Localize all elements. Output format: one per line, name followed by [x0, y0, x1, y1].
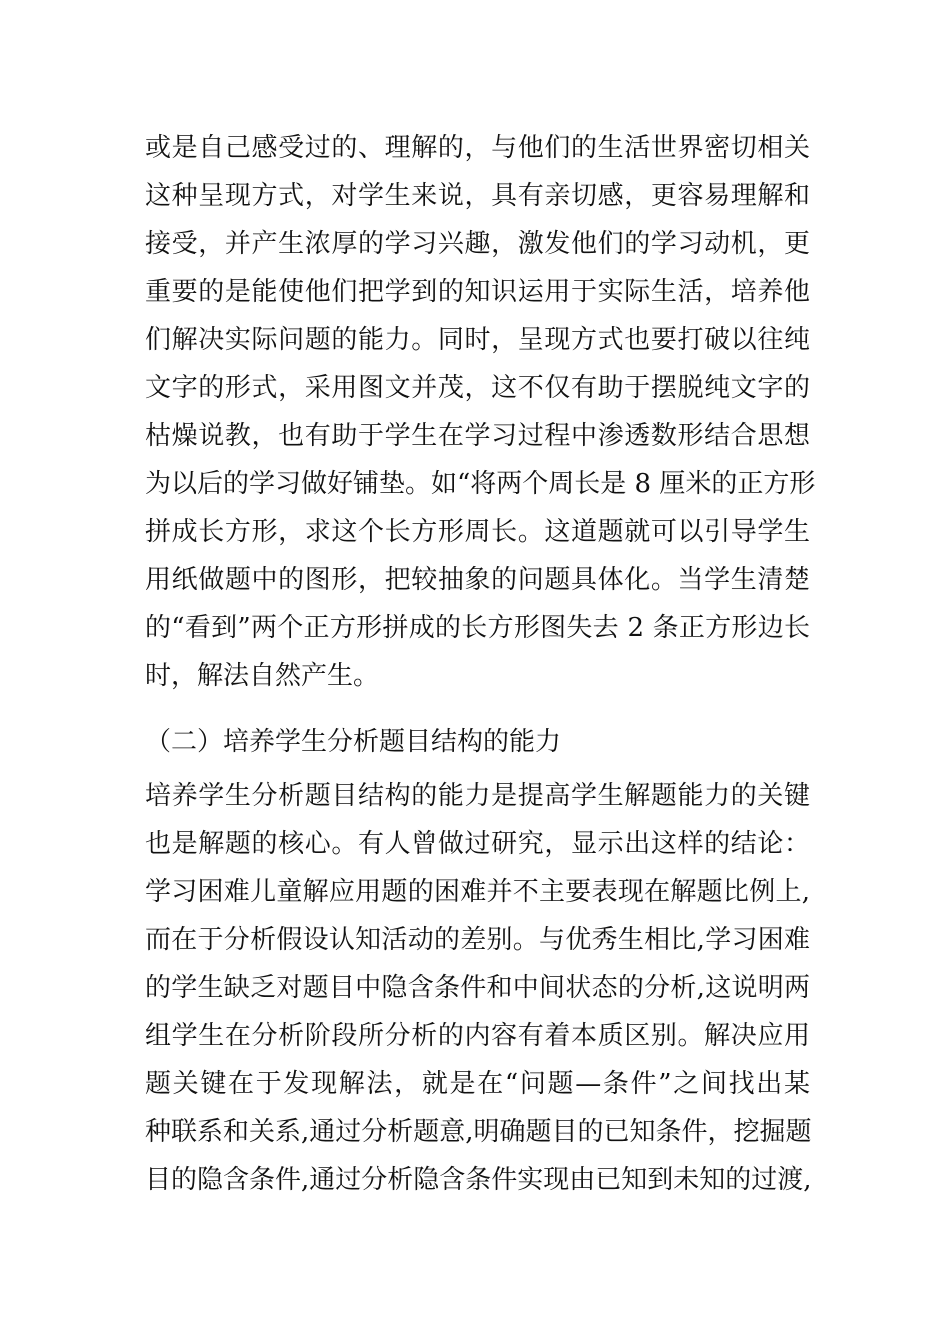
text-line: 的“看到”两个正方形拼成的长方形图失去 2 条正方形边长: [145, 613, 810, 643]
text-line: 题关键在于发现解法，就是在“问题—条件”之间找出某: [145, 1069, 810, 1099]
paragraph-1: [145, 124, 816, 700]
text-line: 枯燥说教，也有助于学生在学习过程中渗透数形结合思想: [145, 421, 810, 451]
text-line: 也是解题的核心。有人曾做过研究，显示出这样的结论：: [145, 829, 810, 859]
text-line: 种联系和关系,通过分析题意,明确题目的已知条件，挖掘题: [145, 1117, 812, 1147]
text-line: 拼成长方形，求这个长方形周长。这道题就可以引导学生: [145, 517, 810, 547]
section-heading: （二）培养学生分析题目结构的能力: [145, 727, 562, 757]
text-line: 们解决实际问题的能力。同时，呈现方式也要打破以往纯: [145, 325, 810, 355]
text-line: 学习困难儿童解应用题的困难并不主要表现在解题比例上,: [145, 877, 810, 907]
paragraph-2: [145, 772, 810, 1204]
text-line: 组学生在分析阶段所分析的内容有着本质区别。解决应用: [145, 1021, 810, 1051]
text-line: 而在于分析假设认知活动的差别。与优秀生相比,学习困难: [145, 925, 810, 955]
text-line: 用纸做题中的图形，把较抽象的问题具体化。当学生清楚: [145, 565, 810, 595]
text-line: 重要的是能使他们把学到的知识运用于实际生活，培养他: [145, 277, 810, 307]
text-line: 目的隐含条件,通过分析隐含条件实现由已知到未知的过渡,: [145, 1165, 812, 1195]
text-line: 的学生缺乏对题目中隐含条件和中间状态的分析,这说明两: [145, 973, 810, 1003]
text-line: 或是自己感受过的、理解的，与他们的生活世界密切相关: [145, 133, 810, 163]
text-line: 文字的形式，采用图文并茂，这不仅有助于摆脱纯文字的: [145, 373, 810, 403]
text-line: 为以后的学习做好铺垫。如“将两个周长是 8 厘米的正方形: [145, 469, 816, 499]
text-line: 这种呈现方式，对学生来说，具有亲切感，更容易理解和: [145, 181, 810, 211]
text-line: 时，解法自然产生。: [145, 661, 380, 691]
text-line: 培养学生分析题目结构的能力是提高学生解题能力的关键: [145, 781, 810, 811]
text-line: 接受，并产生浓厚的学习兴趣，激发他们的学习动机，更: [145, 229, 810, 259]
